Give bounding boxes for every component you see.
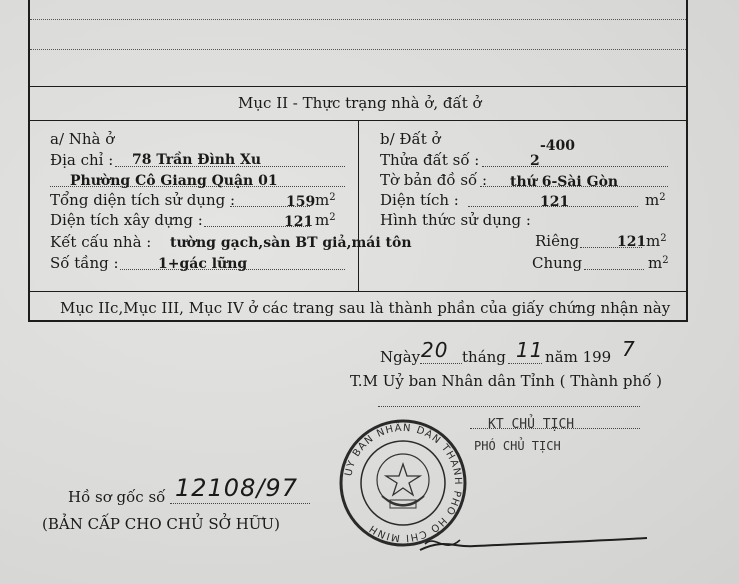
dotted-line xyxy=(30,49,686,50)
seal-text: UỶ BAN NHÂN DÂN THÀNH PHỐ HỒ CHÍ MINH xyxy=(343,422,464,544)
authority: T.M Uỷ ban Nhân dân Tỉnh ( Thành phố ) xyxy=(350,372,662,390)
usage-label: Hình thức sử dụng : xyxy=(380,211,531,229)
dotted-line xyxy=(30,19,686,20)
signer-title-1: KT CHỦ TỊCH xyxy=(488,417,575,432)
date-month-value: 11 xyxy=(516,338,544,362)
map-value: thứ 6-Sài Gòn xyxy=(510,174,619,190)
lot-suffix: -400 xyxy=(540,138,576,154)
lot-label: Thửa đất số : xyxy=(380,151,480,169)
address-value: 78 Trần Đình Xu xyxy=(132,152,262,168)
structure-label: Kết cấu nhà : xyxy=(50,233,152,251)
issued-to-note: (BẢN CẤP CHO CHỦ SỞ HỮU) xyxy=(42,515,280,533)
total-area-unit: $m^2$ xyxy=(315,191,336,209)
total-area-label: Tổng diện tích sử dụng : xyxy=(50,191,236,209)
address-label: Địa chỉ : xyxy=(50,151,114,169)
floors-value: 1+gác lững xyxy=(158,256,248,272)
divider xyxy=(28,291,688,292)
land-area-value: 121 xyxy=(540,194,570,210)
footer-note: Mục IIc,Mục III, Mục IV ở các trang sau là thành phần của giấy chứng nhận này xyxy=(60,299,671,317)
structure-value: tường gạch,sàn BT giả,mái tôn xyxy=(170,235,412,251)
date-year-value: 7 xyxy=(622,337,636,361)
private-value: 121 xyxy=(617,234,647,250)
build-area-unit: $m^2$ xyxy=(315,211,336,229)
file-number-value: 12108/97 xyxy=(175,474,298,502)
date-year-label: năm 199 xyxy=(545,348,612,366)
date-month-label: tháng xyxy=(462,348,506,366)
floors-label: Số tầng : xyxy=(50,254,119,272)
house-heading: a/ Nhà ở xyxy=(50,130,115,148)
private-unit: $m^2$ xyxy=(646,232,667,250)
address-line2: Phường Cô Giang Quận 01 xyxy=(70,173,278,189)
private-label: Riêng xyxy=(535,232,580,250)
signature-mark xyxy=(415,520,655,560)
signer-title-2: PHÓ CHỦ TỊCH xyxy=(474,439,561,453)
dotted-fill xyxy=(482,166,668,167)
file-number-label: Hồ sơ gốc số xyxy=(68,488,166,506)
total-area-value: 159 xyxy=(286,194,316,210)
dotted-fill xyxy=(378,406,640,407)
date-day-value: 20 xyxy=(421,338,449,362)
dotted-fill xyxy=(170,503,310,504)
shared-unit: $m^2$ xyxy=(648,254,669,272)
shared-label: Chung xyxy=(532,254,583,272)
dotted-fill xyxy=(420,363,462,364)
lot-value: 2 xyxy=(530,153,540,169)
divider xyxy=(28,86,688,87)
build-area-value: 121 xyxy=(284,214,314,230)
date-day-label: Ngày xyxy=(380,348,421,366)
map-label: Tờ bản đồ số : xyxy=(380,171,488,189)
dotted-fill xyxy=(584,269,644,270)
land-area-unit: $m^2$ xyxy=(645,191,666,209)
column-divider xyxy=(358,120,359,291)
build-area-label: Diện tích xây dựng : xyxy=(50,211,203,229)
section-title: Mục II - Thực trạng nhà ở, đất ở xyxy=(238,94,482,112)
dotted-fill xyxy=(508,363,542,364)
land-heading: b/ Đất ở xyxy=(380,130,441,148)
land-area-label: Diện tích : xyxy=(380,191,459,209)
